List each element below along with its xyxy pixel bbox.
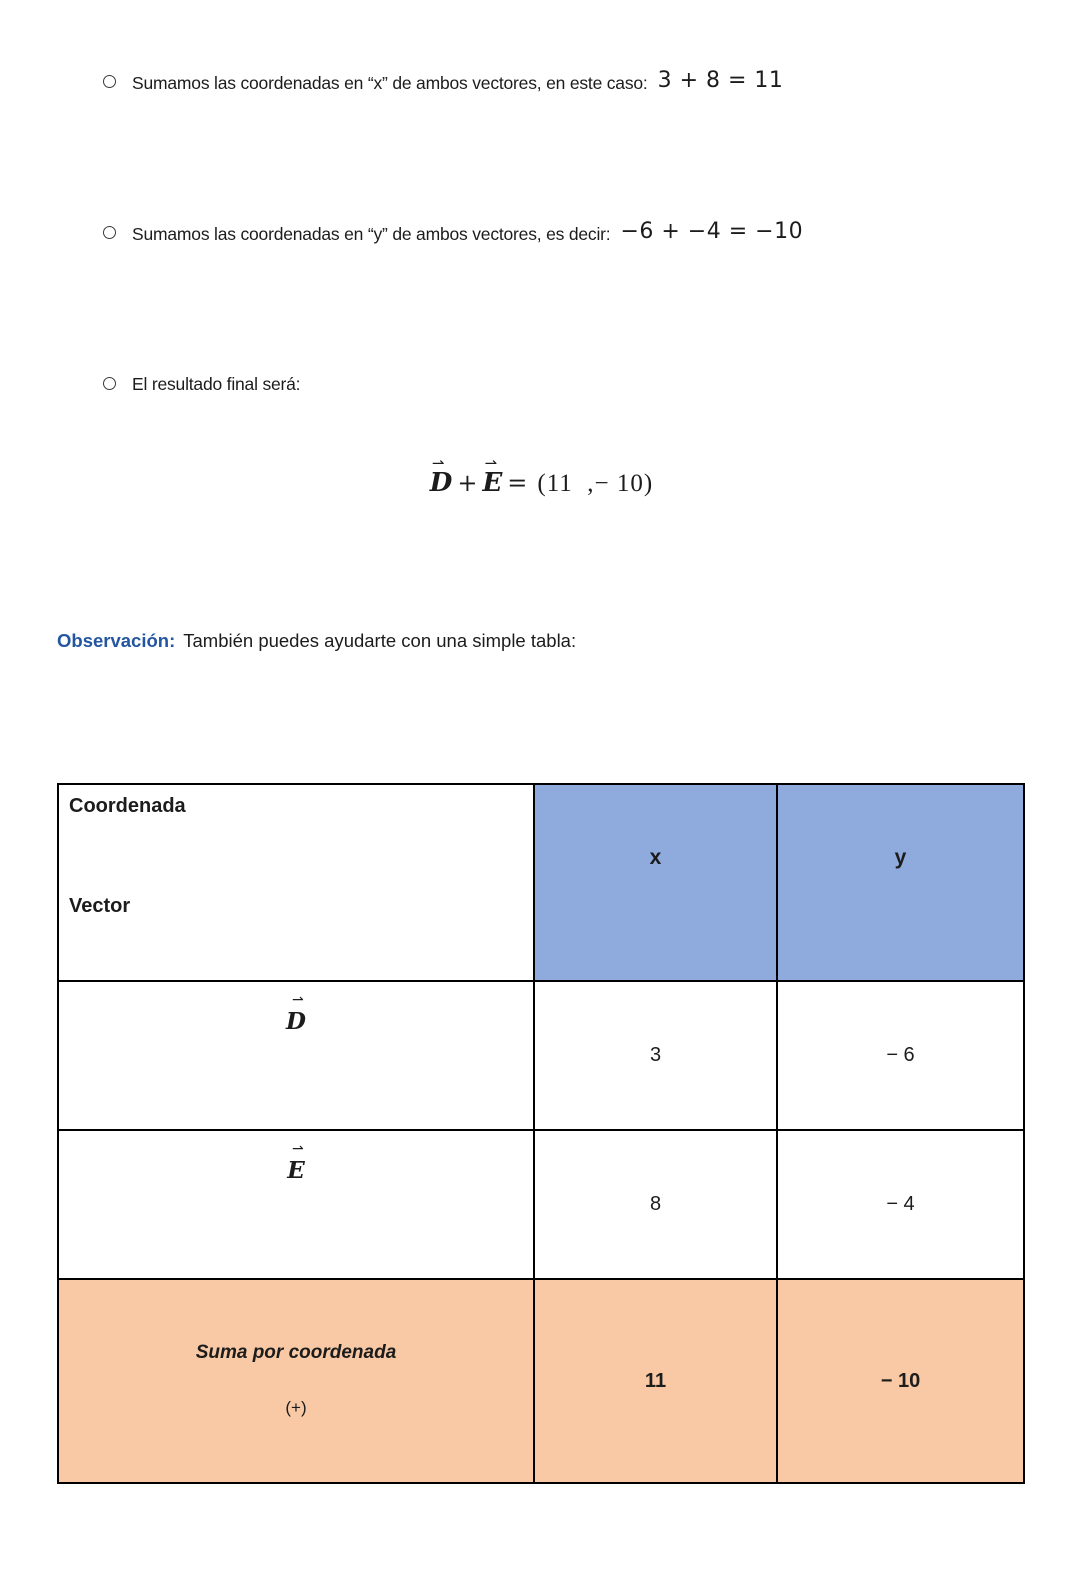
column-header-y: y	[778, 785, 1023, 982]
cell-sum-y-value: − 10	[778, 1280, 1023, 1482]
vector-arrow-icon: ⇀	[431, 454, 445, 472]
sum-row-operator: (+)	[285, 1398, 307, 1417]
plus-operator: +	[457, 469, 478, 497]
vector-d-letter: D	[429, 468, 453, 498]
bullet-circle-icon	[103, 75, 116, 88]
row-vector-d-label-cell	[59, 982, 535, 1131]
vector-arrow-icon: ⇀	[484, 454, 498, 472]
bullet-text	[132, 372, 300, 397]
cell-d-x-value: 3	[535, 982, 778, 1131]
table-corner-cell	[59, 785, 535, 982]
bullet-sentence: Sumamos las coordenadas en “y” de ambos vectores, es decir:	[132, 224, 611, 244]
bullet-text	[132, 221, 803, 247]
bullet-circle-icon	[103, 226, 116, 239]
bullet-item-result	[103, 372, 300, 397]
bullet-text	[132, 70, 783, 96]
bullet-sentence: Sumamos las coordenadas en “x” de ambos vectores, en este caso:	[132, 73, 648, 93]
observation-note	[57, 630, 576, 652]
sum-row-label: Suma por coordenada	[195, 1342, 397, 1363]
coordinate-sum-table	[57, 783, 1025, 1484]
cell-e-x-value: 8	[535, 1131, 778, 1280]
vector-d-letter: D	[286, 1008, 306, 1035]
sum-row-label-cell	[59, 1280, 535, 1482]
vector-d-symbol	[429, 454, 453, 498]
vector-e-letter: E	[287, 1157, 305, 1184]
bullet-item-sum-y	[103, 221, 803, 247]
equals-sign: =	[507, 469, 528, 497]
vector-e-letter: E	[482, 468, 503, 498]
cell-d-y-value: − 6	[778, 982, 1023, 1131]
vector-arrow-icon: ⇀	[292, 1141, 304, 1157]
cell-e-y-value: − 4	[778, 1131, 1023, 1280]
corner-label-vector: Vector	[69, 895, 131, 917]
vector-arrow-icon: ⇀	[292, 992, 304, 1008]
vector-e-symbol	[62, 1141, 530, 1184]
math-expression-x: 3 + 8 = 11	[657, 68, 784, 93]
observation-label: Observación:	[57, 630, 176, 651]
observation-text: También puedes ayudarte con una simple tabla:	[183, 630, 577, 651]
vector-d-symbol	[62, 992, 530, 1035]
bullet-circle-icon	[103, 377, 116, 390]
vector-sum-formula	[0, 454, 1080, 498]
bullet-sentence: El resultado final será:	[132, 374, 301, 394]
formula-result: (11 ,− 10)	[537, 470, 654, 497]
bullet-item-sum-x	[103, 70, 783, 96]
cell-sum-x-value: 11	[535, 1280, 778, 1482]
column-header-x: x	[535, 785, 778, 982]
vector-e-symbol	[482, 454, 503, 498]
row-vector-e-label-cell	[59, 1131, 535, 1280]
math-expression-y: −6 + −4 = −10	[620, 219, 804, 244]
corner-label-coordenada: Coordenada	[69, 795, 186, 817]
